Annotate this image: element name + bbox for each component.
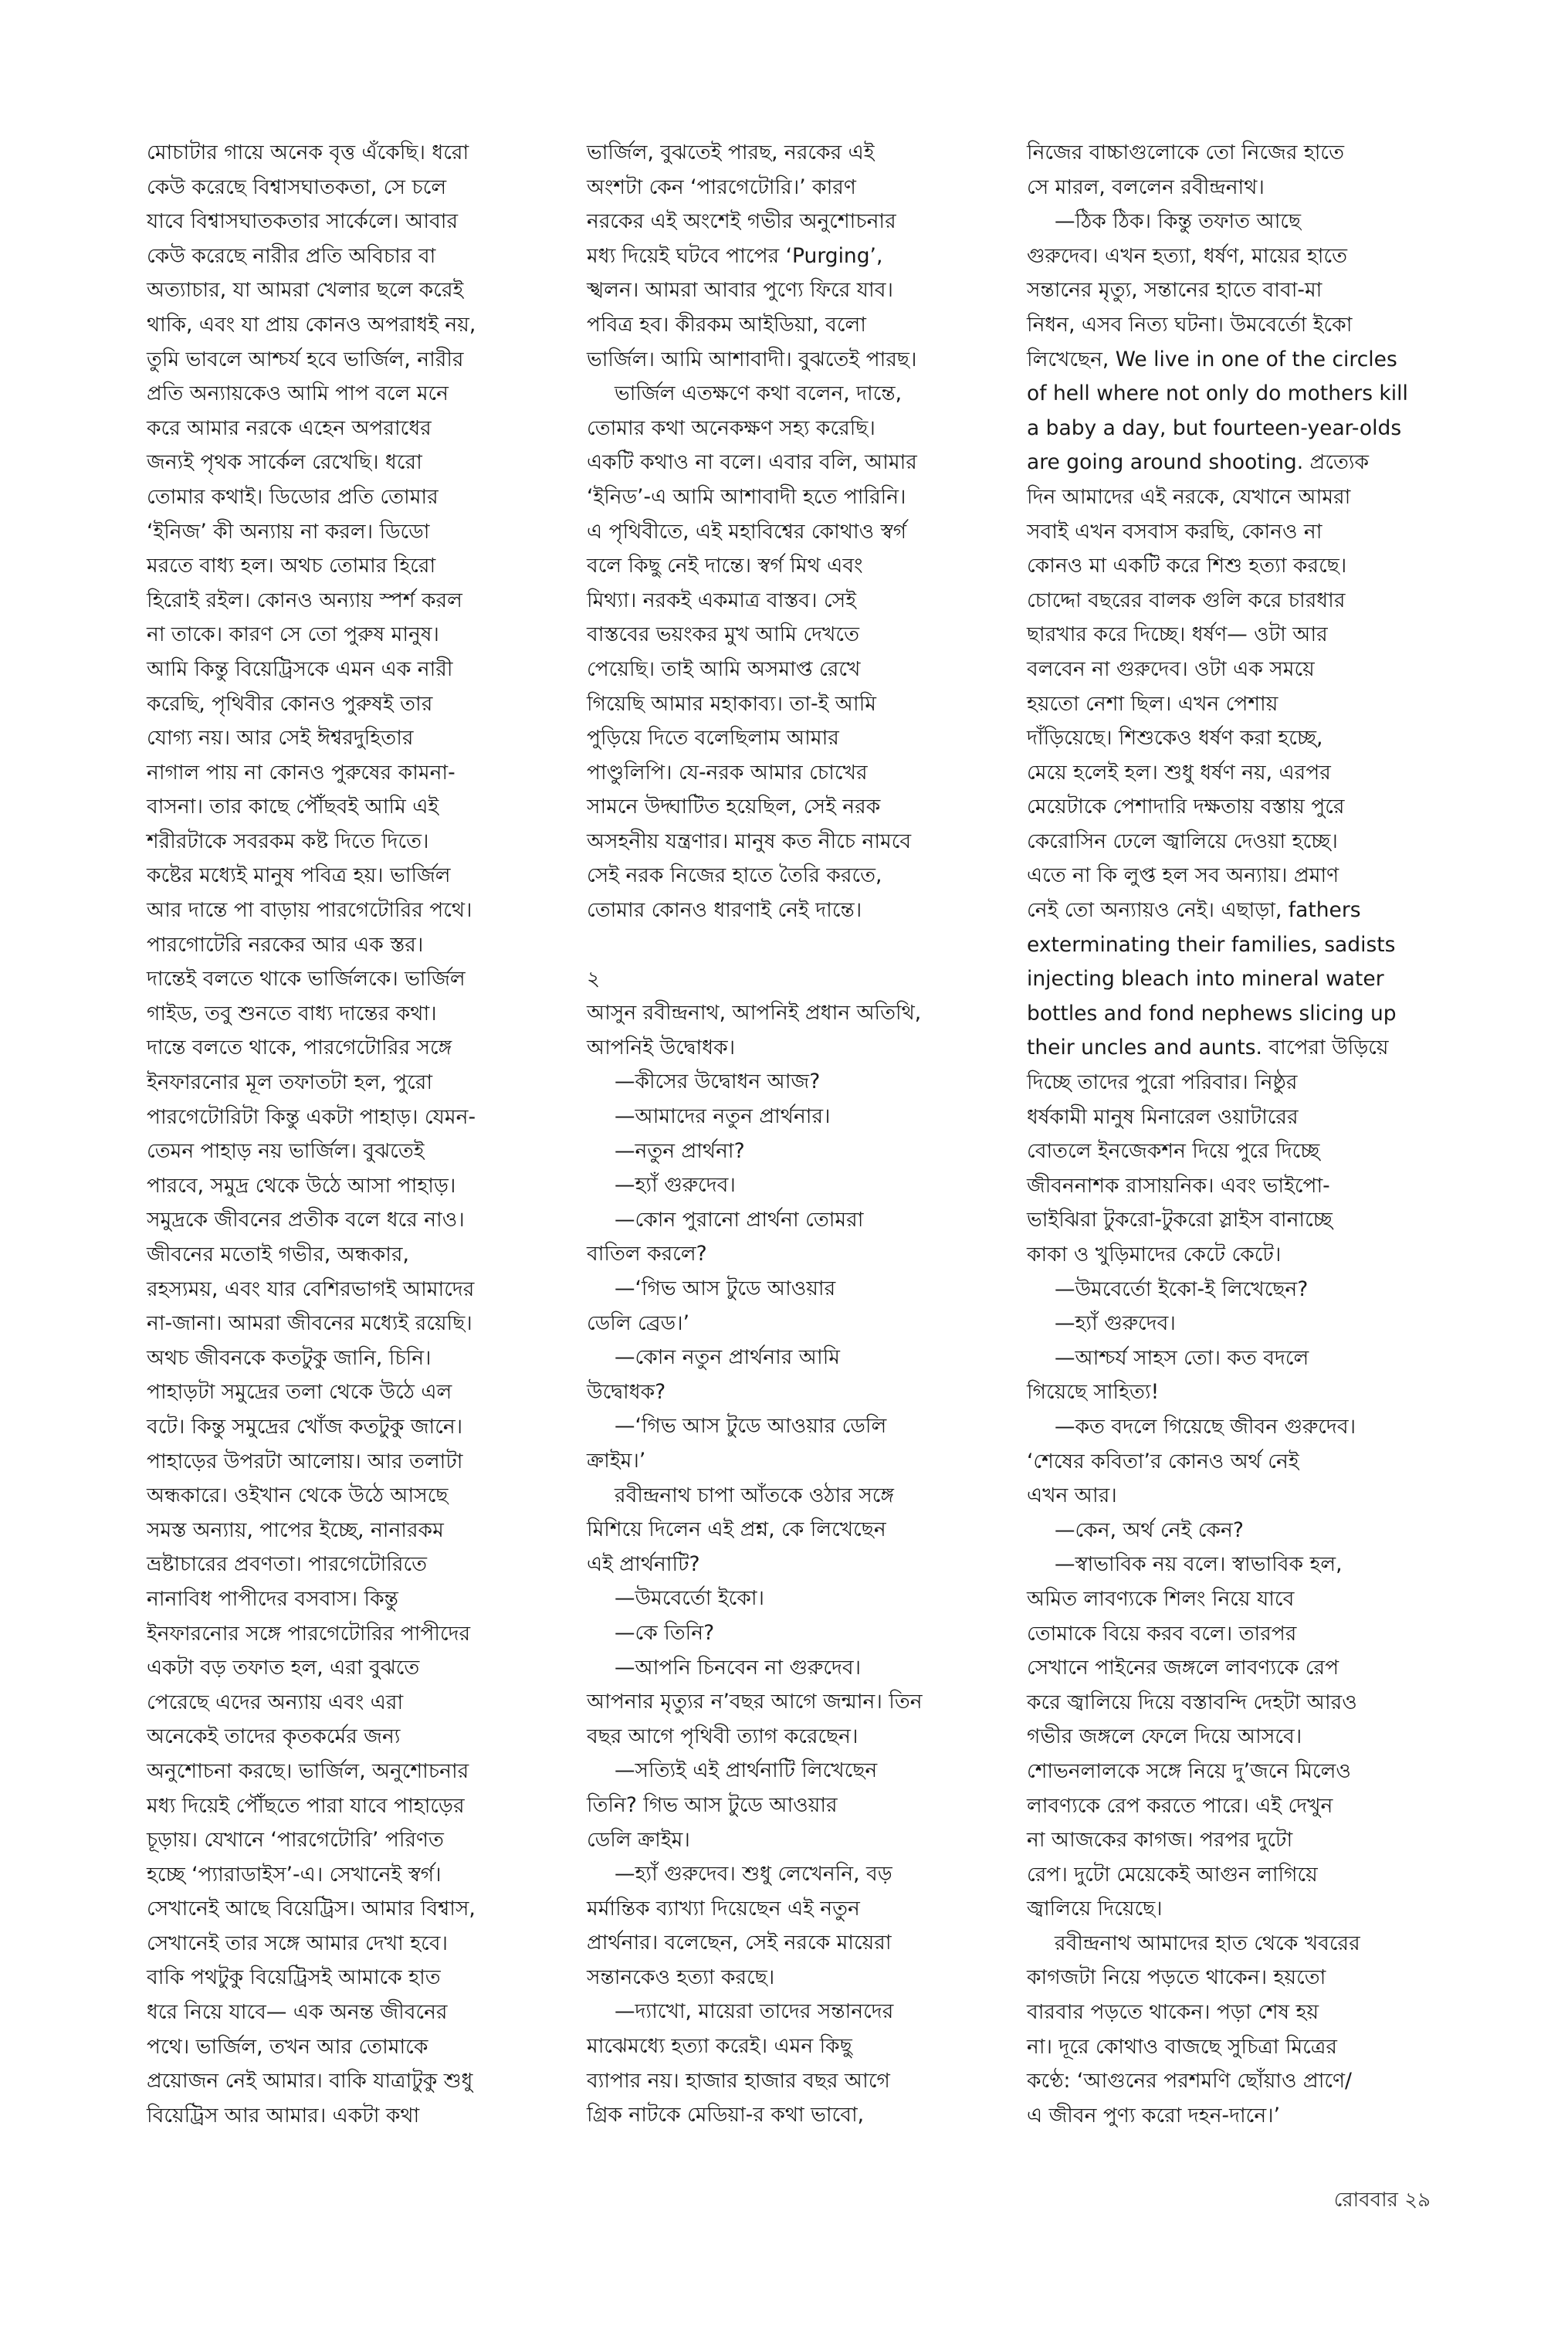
text-line: —কোন নতুন প্রার্থনার আমি xyxy=(615,1345,840,1370)
text-line: করে জ্বালিয়ে দিয়ে বস্তাবন্দি দেহটা আরও xyxy=(1027,1690,1357,1714)
text-line: পাহাড়টা সমুদ্রের তলা থেকে উঠে এল xyxy=(147,1380,452,1405)
text-line: গিয়েছে সাহিত্য! xyxy=(1027,1380,1160,1405)
text-line: করেছি, পৃথিবীর কোনও পুরুষই তার xyxy=(147,691,433,716)
text-line: গভীর জঙ্গলে ফেলে দিয়ে আসবে। xyxy=(1027,1724,1302,1749)
text-line: পেয়েছি। তাই আমি অসমাপ্ত রেখে xyxy=(587,656,861,681)
text-line: সামনে উদ্ঘাটিত হয়েছিল, সেই নরক xyxy=(587,795,881,819)
text-line: তিনি? গিভ আস টুডে আওয়ার xyxy=(587,1792,838,1817)
text-line: পথে। ভার্জিল, তখন আর তোমাকে xyxy=(147,2034,428,2059)
text-line: স্খলন। আমরা আবার পুণ্যে ফিরে যাব। xyxy=(587,278,893,303)
text-line: অথচ জীবনকে কতটুকু জানি, চিনি। xyxy=(147,1345,432,1370)
text-line: সমুদ্রকে জীবনের প্রতীক বলে ধরে নাও। xyxy=(147,1208,465,1233)
text-line: চূড়ায়। যেখানে ‘পারগেটোরি’ পরিণত xyxy=(147,1828,444,1853)
text-line: দান্তেই বলতে থাকে ভার্জিলকে। ভার্জিল xyxy=(147,967,466,992)
text-line: পারবে, সমুদ্র থেকে উঠে আসা পাহাড়। xyxy=(147,1173,456,1198)
text-line: এতে না কি লুপ্ত হল সব অন্যায়। প্রমাণ xyxy=(1027,863,1339,888)
text-line: মর্মান্তিক ব্যাখ্যা দিয়েছেন এই নতুন xyxy=(587,1896,860,1921)
text-line: মোচাটার গায়ে অনেক বৃত্ত এঁকেছি। ধরো xyxy=(147,141,469,164)
text-line: কেরোসিন ঢেলে জ্বালিয়ে দেওয়া হচ্ছে। xyxy=(1027,829,1338,853)
text-line: মরতে বাধ্য হল। অথচ তোমার হিরো xyxy=(147,554,436,578)
text-line: —আপনি চিনবেন না গুরুদেব। xyxy=(615,1655,862,1680)
text-line: বোতলে ইনজেকশন দিয়ে পুরে দিচ্ছে xyxy=(1027,1139,1320,1164)
text-line: নরকের এই অংশেই গভীর অনুশোচনার xyxy=(587,209,896,234)
text-line: —কেন, অর্থ নেই কেন? xyxy=(1055,1517,1244,1542)
text-line: এ জীবন পুণ্য করো দহন-দানে।’ xyxy=(1027,2103,1281,2128)
text-line: দিচ্ছে তাদের পুরো পরিবার। নিষ্ঠুর xyxy=(1027,1070,1298,1095)
text-line: ছারখার করে দিচ্ছে। ধর্ষণ— ওটা আর xyxy=(1027,622,1328,647)
text-line: —‘গিভ আস টুডে আওয়ার ডেলি xyxy=(615,1414,887,1439)
text-line: অসহনীয় যন্ত্রণার। মানুষ কত নীচে নামবে xyxy=(587,829,912,853)
text-line: exterminating their families, sadists xyxy=(1027,932,1396,957)
text-line: কাগজটা নিয়ে পড়তে থাকেন। হয়তো xyxy=(1027,1965,1326,1990)
text-line: কাকা ও খুড়িমাদের কেটে কেটে। xyxy=(1027,1243,1282,1266)
text-line: তুমি ভাবলে আশ্চর্য হবে ভার্জিল, নারীর xyxy=(147,347,464,371)
text-line: না তাকে। কারণ সে তো পুরুষ মানুষ। xyxy=(147,622,439,647)
text-line: —উমবের্তো ইকো-ই লিখেছেন? xyxy=(1055,1277,1309,1301)
text-line: তোমার কথা অনেকক্ষণ সহ্য করেছি। xyxy=(587,415,875,440)
text-line: —সত্যিই এই প্রার্থনাটি লিখেছেন xyxy=(615,1758,878,1783)
text-line: —কে তিনি? xyxy=(615,1620,715,1645)
text-line: সেখানে পাইনের জঙ্গলে লাবণ্যকে রেপ xyxy=(1027,1656,1339,1680)
text-line: বলে কিছু নেই দান্তে। স্বর্গ মিথ এবং xyxy=(587,554,863,578)
text-line: নেই তো অন্যায়ও নেই। এছাড়া, fathers xyxy=(1027,898,1361,923)
section-number: ২ xyxy=(587,966,601,991)
text-line: বাসনা। তার কাছে পৌঁছবই আমি এই xyxy=(147,795,439,819)
text-line: —স্বাভাবিক নয় বলে। স্বাভাবিক হল, xyxy=(1055,1552,1343,1577)
text-line: বারবার পড়তে থাকেন। পড়া শেষ হয় xyxy=(1027,2000,1319,2025)
text-line: বছর আগে পৃথিবী ত্যাগ করেছেন। xyxy=(587,1724,859,1748)
text-line: কেউ করেছে বিশ্বাসঘাতকতা, সে চলে xyxy=(147,175,447,199)
text-line: সবাই এখন বসবাস করছি, কোনও না xyxy=(1027,519,1322,544)
text-line: ইনফারনোর মূল তফাতটা হল, পুরো xyxy=(147,1070,433,1095)
text-line: ‘শেষের কবিতা’র কোনও অর্থ নেই xyxy=(1027,1449,1299,1473)
text-line: নিজের বাচ্চাগুলোকে তো নিজের হাতে xyxy=(1027,141,1344,164)
text-line: আপনার মৃত্যুর ন’বছর আগে জন্মান। তিন xyxy=(587,1690,923,1714)
text-line: সেখানেই তার সঙ্গে আমার দেখা হবে। xyxy=(147,1931,449,1955)
text-line: আর দান্তে পা বাড়ায় পারগেটোরির পথে। xyxy=(147,898,472,923)
text-line: পাহাড়ের উপরটা আলোয়। আর তলাটা xyxy=(147,1449,463,1473)
text-line: মিথ্যা। নরকই একমাত্র বাস্তব। সেই xyxy=(587,588,857,612)
text-line: অন্ধকারে। ওইখান থেকে উঠে আসছে xyxy=(147,1483,449,1508)
text-line: আপনিই উদ্বোধক। xyxy=(587,1035,736,1060)
text-line: এই প্রার্থনাটি? xyxy=(587,1551,700,1576)
text-line: bottles and fond nephews slicing up xyxy=(1027,1001,1397,1026)
text-line: প্রতি অন্যায়কেও আমি পাপ বলে মনে xyxy=(147,381,449,406)
text-column-2 xyxy=(587,136,1019,2133)
text-line: আসুন রবীন্দ্রনাথ, আপনিই প্রধান অতিথি, xyxy=(587,1001,922,1026)
text-line: ‘ইনিড’-এ আমি আশাবাদী হতে পারিনি। xyxy=(587,484,906,509)
text-line: করে আমার নরকে এহেন অপরাধের xyxy=(147,415,432,440)
text-line: সমস্ত অন্যায়, পাপের ইচ্ছে, নানারকম xyxy=(147,1517,444,1542)
text-line: জীবনের মতোই গভীর, অন্ধকার, xyxy=(147,1243,409,1266)
text-line: প্রয়োজন নেই আমার। বাকি যাত্রাটুকু শুধু xyxy=(147,2069,473,2094)
text-line: পবিত্র হব। কীরকম আইডিয়া, বলো xyxy=(587,312,866,337)
text-line: হচ্ছে ‘প্যারাডাইস’-এ। সেখানেই স্বর্গ। xyxy=(147,1862,442,1887)
text-line: ‘ইনিজ’ কী অন্যায় না করল। ডিডো xyxy=(147,519,430,544)
text-line: একটা বড় তফাত হল, এরা বুঝতে xyxy=(147,1656,420,1680)
text-line: of hell where not only do mothers kill xyxy=(1027,381,1408,406)
text-line: ভার্জিল এতক্ষণে কথা বলেন, দান্তে, xyxy=(615,381,903,406)
text-line: চোদ্দো বছরের বালক গুলি করে চারধার xyxy=(1027,588,1346,612)
text-line: বাস্তবের ভয়ংকর মুখ আমি দেখতে xyxy=(587,622,859,647)
text-line: injecting bleach into mineral water xyxy=(1027,967,1384,992)
text-line: are going around shooting. প্রত্যেক xyxy=(1027,450,1370,475)
text-line: পাণ্ডুলিপি। যে-নরক আমার চোখের xyxy=(587,760,868,785)
text-line: বটে। কিন্তু সমুদ্রের খোঁজ কতটুকু জানে। xyxy=(147,1414,463,1439)
text-line: —উমবের্তো ইকো। xyxy=(615,1586,765,1611)
text-line: পেরেছে এদের অন্যায় এবং এরা xyxy=(147,1690,404,1714)
text-line: সন্তানকেও হত্যা করছে। xyxy=(587,1965,775,1989)
text-line: সেই নরক নিজের হাতে তৈরি করতে, xyxy=(587,863,882,888)
text-line: না আজকের কাগজ। পরপর দুটো xyxy=(1027,1828,1293,1853)
text-line: এখন আর। xyxy=(1027,1483,1117,1508)
text-line: ধর্ষকামী মানুষ মিনারেল ওয়াটারের xyxy=(1027,1104,1299,1129)
text-line: অনুশোচনা করছে। ভার্জিল, অনুশোচনার xyxy=(147,1758,469,1783)
text-line: লিখেছেন, We live in one of the circles xyxy=(1027,347,1397,371)
text-line: —নতুন প্রার্থনা? xyxy=(615,1138,745,1163)
text-line: উদ্বোধক? xyxy=(587,1379,666,1404)
text-line: জীবননাশক রাসায়নিক। এবং ভাইপো- xyxy=(1027,1173,1330,1198)
text-line: দান্তে বলতে থাকে, পারগেটোরির সঙ্গে xyxy=(147,1036,452,1060)
text-line: কোনও মা একটি করে শিশু হত্যা করছে। xyxy=(1027,554,1347,578)
text-line: মাঝেমধ্যে হত্যা করেই। এমন কিছু xyxy=(587,2034,852,2059)
text-line: ধরে নিয়ে যাবে— এক অনন্ত জীবনের xyxy=(147,2000,448,2025)
text-line: —আশ্চর্য সাহস তো। কত বদলে xyxy=(1055,1345,1309,1370)
text-line: রবীন্দ্রনাথ আমাদের হাত থেকে খবরের xyxy=(1055,1931,1360,1955)
page-footer: রোববার ২৯ xyxy=(1333,2189,1431,2212)
text-line: ডেলি ব্রেড।’ xyxy=(587,1310,690,1335)
text-line: পুড়িয়ে দিতে বলেছিলাম আমার xyxy=(587,726,839,751)
text-line: —‘গিভ আস টুডে আওয়ার xyxy=(615,1277,836,1300)
text-line: তোমার কথাই। ডিডোর প্রতি তোমার xyxy=(147,484,439,509)
text-line: গিয়েছি আমার মহাকাব্য। তা-ই আমি xyxy=(587,691,877,716)
text-line: বাকি পথটুকু বিয়েট্রিসই আমাকে হাত xyxy=(147,1965,441,1990)
text-line: নাগাল পায় না কোনও পুরুষের কামনা- xyxy=(147,760,455,785)
text-line: কষ্টের মধ্যেই মানুষ পবিত্র হয়। ভার্জিল xyxy=(147,863,451,888)
text-line: রবীন্দ্রনাথ চাপা আঁতকে ওঠার সঙ্গে xyxy=(615,1483,894,1507)
text-line: their uncles and aunts. বাপেরা উড়িয়ে xyxy=(1027,1036,1389,1060)
text-line: যাবে বিশ্বাসঘাতকতার সার্কেলে। আবার xyxy=(147,209,459,234)
text-line: মেয়ে হলেই হল। শুধু ধর্ষণ নয়, এরপর xyxy=(1027,760,1331,785)
text-line: গাইড, তবু শুনতে বাধ্য দান্তের কথা। xyxy=(147,1001,437,1026)
text-line: অত্যাচার, যা আমরা খেলার ছলে করেই xyxy=(147,278,464,303)
text-line: তোমাকে বিয়ে করব বলে। তারপর xyxy=(1027,1621,1297,1646)
text-line: —হ্যাঁ গুরুদেব। শুধু লেখেননি, বড় xyxy=(615,1862,892,1887)
text-line: সন্তানের মৃত্যু, সন্তানের হাতে বাবা-মা xyxy=(1027,278,1322,303)
text-line: রেপ। দুটো মেয়েকেই আগুন লাগিয়ে xyxy=(1027,1862,1318,1887)
text-line: প্রার্থনার। বলেছেন, সেই নরকে মায়েরা xyxy=(587,1931,892,1955)
text-line: কেউ করেছে নারীর প্রতি অবিচার বা xyxy=(147,243,436,268)
text-line: ডেলি ক্রাইম। xyxy=(587,1827,690,1852)
text-line: পারগেটোরিটা কিন্তু একটা পাহাড়। যেমন- xyxy=(147,1104,476,1129)
text-line: ইনফারনোর সঙ্গে পারগেটোরির পাপীদের xyxy=(147,1621,471,1646)
text-line: তেমন পাহাড় নয় ভার্জিল। বুঝতেই xyxy=(147,1139,425,1164)
text-line: —হ্যাঁ গুরুদেব। xyxy=(615,1173,736,1198)
text-line: এ পৃথিবীতে, এই মহাবিশ্বের কোথাও স্বর্গ xyxy=(587,519,907,544)
text-line: ভ্রষ্টাচারের প্রবণতা। পারগেটোরিতে xyxy=(147,1552,428,1577)
text-line: রহস্যময়, এবং যার বেশিরভাগই আমাদের xyxy=(147,1277,475,1301)
text-line: ভার্জিল, বুঝতেই পারছ, নরকের এই xyxy=(587,141,875,164)
text-line: ভাইঝিরা টুকরো-টুকরো স্লাইস বানাচ্ছে xyxy=(1027,1208,1333,1233)
text-line: হয়তো নেশা ছিল। এখন পেশায় xyxy=(1027,691,1278,716)
text-line: আমি কিন্তু বিয়েট্রিসকে এমন এক নারী xyxy=(147,656,453,681)
text-line: বলবেন না গুরুদেব। ওটা এক সময়ে xyxy=(1027,656,1315,681)
text-line: বিয়েট্রিস আর আমার। একটা কথা xyxy=(147,2103,420,2128)
text-line: —কোন পুরানো প্রার্থনা তোমরা xyxy=(615,1207,864,1232)
text-line: a baby a day, but fourteen-year-olds xyxy=(1027,415,1402,440)
text-line: একটি কথাও না বলে। এবার বলি, আমার xyxy=(587,450,917,475)
text-line: জন্যই পৃথক সার্কেল রেখেছি। ধরো xyxy=(147,450,422,475)
text-line: হিরোই রইল। কোনও অন্যায় স্পর্শ করল xyxy=(147,588,462,612)
text-line: সেখানেই আছে বিয়েট্রিস। আমার বিশ্বাস, xyxy=(147,1897,476,1921)
text-line: শোভনলালকে সঙ্গে নিয়ে দু’জনে মিলেও xyxy=(1027,1758,1351,1783)
text-line: —হ্যাঁ গুরুদেব। xyxy=(1055,1311,1176,1336)
text-line: গ্রিক নাটকে মেডিয়া-র কথা ভাবো, xyxy=(587,2103,865,2128)
text-line: ভার্জিল। আমি আশাবাদী। বুঝতেই পারছ। xyxy=(587,347,917,371)
text-line: মধ্য দিয়েই পৌঁছতে পারা যাবে পাহাড়ের xyxy=(147,1793,465,1818)
text-line: মিশিয়ে দিলেন এই প্রশ্ন, কে লিখেছেন xyxy=(587,1517,886,1542)
text-line: লাবণ্যকে রেপ করতে পারে। এই দেখুন xyxy=(1027,1793,1333,1818)
text-line: —দ্যাখো, মায়েরা তাদের সন্তানদের xyxy=(615,1999,894,2024)
text-line: মধ্য দিয়েই ঘটবে পাপের ‘Purging’, xyxy=(587,243,883,268)
text-line: —কীসের উদ্বোধন আজ? xyxy=(615,1070,821,1094)
text-line: না। দূরে কোথাও বাজছে সুচিত্রা মিত্রের xyxy=(1027,2034,1337,2059)
text-line: থাকি, এবং যা প্রায় কোনও অপরাধই নয়, xyxy=(147,312,476,337)
text-line: —ঠিক ঠিক। কিন্তু তফাত আছে xyxy=(1055,209,1302,234)
text-line: শরীরটাকে সবরকম কষ্ট দিতে দিতে। xyxy=(147,829,429,853)
text-line: নিধন, এসব নিত্য ঘটনা। উমবের্তো ইকো xyxy=(1027,312,1353,337)
text-line: পারগোটেরি নরকের আর এক স্তর। xyxy=(147,932,424,957)
text-line: —আমাদের নতুন প্রার্থনার। xyxy=(615,1104,831,1129)
text-line: যোগ্য নয়। আর সেই ঈশ্বরদুহিতার xyxy=(147,726,414,751)
text-line: কণ্ঠে: ‘আগুনের পরশমণি ছোঁয়াও প্রাণে/ xyxy=(1027,2069,1352,2094)
text-line: জ্বালিয়ে দিয়েছে। xyxy=(1027,1897,1163,1921)
text-line: সে মারল, বললেন রবীন্দ্রনাথ। xyxy=(1027,175,1265,199)
text-line: —কত বদলে গিয়েছে জীবন গুরুদেব। xyxy=(1055,1414,1356,1439)
text-line: বাতিল করলে? xyxy=(587,1242,707,1266)
text-line: গুরুদেব। এখন হত্যা, ধর্ষণ, মায়ের হাতে xyxy=(1027,243,1348,268)
text-line: মেয়েটাকে পেশাদারি দক্ষতায় বস্তায় পুরে xyxy=(1027,795,1345,819)
text-line: না-জানা। আমরা জীবনের মধ্যেই রয়েছি। xyxy=(147,1311,472,1336)
text-column-3 xyxy=(1027,136,1459,2133)
text-line: দিন আমাদের এই নরকে, যেখানে আমরা xyxy=(1027,484,1351,509)
text-column-1 xyxy=(147,136,579,2133)
text-line: তোমার কোনও ধারণাই নেই দান্তে। xyxy=(587,898,862,923)
text-line: অংশটা কেন ‘পারগেটোরি।’ কারণ xyxy=(587,175,856,199)
text-line: ক্রাইম।’ xyxy=(587,1448,646,1473)
text-line: নানাবিধ পাপীদের বসবাস। কিন্তু xyxy=(147,1586,398,1611)
text-line: ব্যাপার নয়। হাজার হাজার বছর আগে xyxy=(587,2068,890,2093)
text-line: দাঁড়িয়েছে। শিশুকেও ধর্ষণ করা হচ্ছে, xyxy=(1027,726,1323,751)
text-line: অমিত লাবণ্যকে শিলং নিয়ে যাবে xyxy=(1027,1586,1295,1611)
text-line: অনেকেই তাদের কৃতকর্মের জন্য xyxy=(147,1724,401,1749)
